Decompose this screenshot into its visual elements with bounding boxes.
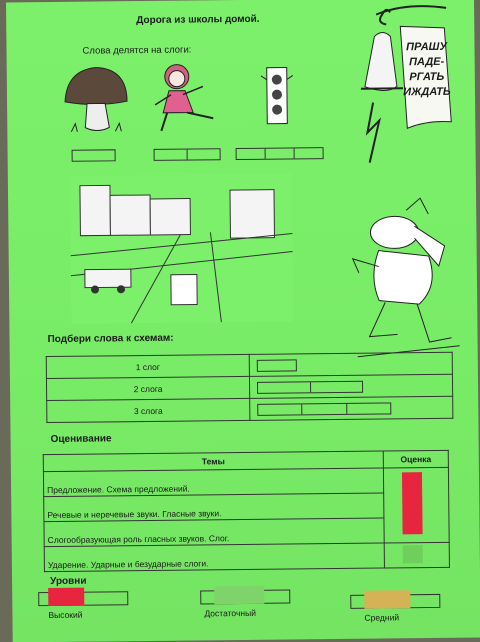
scheme-answer-cell[interactable] <box>250 396 453 420</box>
traffic-light-picture <box>261 63 296 133</box>
grade-green-bar <box>403 545 423 563</box>
worksheet <box>6 0 480 642</box>
mushroom-picture <box>61 61 132 138</box>
level-label: Средний <box>364 612 400 623</box>
scheme-answer-cell[interactable] <box>249 374 452 398</box>
syllable-scheme-mushroom <box>72 149 116 161</box>
level-swatch <box>48 588 84 606</box>
sign-line: ИЖДАТЬ <box>403 85 451 99</box>
level-label: Достаточный <box>204 607 256 619</box>
syllable-boxes <box>257 359 297 371</box>
level-high <box>38 591 128 620</box>
scheme-label: 2 слога <box>46 376 249 400</box>
syllable-scheme-girl <box>154 148 221 161</box>
level-swatch <box>364 590 410 608</box>
level-label: Высокий <box>48 609 83 621</box>
street-scene-picture <box>70 173 294 323</box>
topic-cell: Ударение. Ударные и безударные слоги. <box>44 543 384 572</box>
page-title: Дорога из школы домой. <box>136 13 260 27</box>
topic-cell: Речевые и неречевые звуки. Гласные звуки. <box>44 493 384 522</box>
girl-picture <box>153 60 224 137</box>
grade-header: Оценка <box>383 450 448 468</box>
sign-text <box>402 40 451 100</box>
scheme-label: 3 слога <box>47 398 250 422</box>
table-row <box>47 396 453 422</box>
syllables-subtitle: Слова делятся на слоги: <box>82 44 192 57</box>
topic-cell: Слогообразующая роль гласных звуков. Слог. <box>44 518 384 547</box>
donkey-picture <box>348 196 474 361</box>
sign-line: ПАДЕ- <box>408 55 445 69</box>
table-row <box>44 542 449 571</box>
syllable-boxes <box>257 380 363 393</box>
topic-cell: Предложение. Схема предложений. <box>43 468 383 497</box>
sign-line: РГАТЬ <box>409 70 445 84</box>
scheme-label: 1 слог <box>46 354 249 378</box>
syllable-boxes <box>257 402 391 415</box>
topics-header: Темы <box>43 451 383 472</box>
level-medium <box>350 594 440 623</box>
level-swatch <box>214 586 264 605</box>
evaluation-table <box>43 450 450 572</box>
level-sufficient <box>200 590 290 619</box>
grade-red-bar <box>402 472 423 534</box>
evaluation-heading: Оценивание <box>50 433 112 446</box>
grade-cell <box>383 467 449 543</box>
grade-cell <box>384 542 449 568</box>
levels-heading: Уровни <box>50 575 87 588</box>
table-row <box>43 467 448 496</box>
syllable-scheme-traffic-light <box>236 147 324 160</box>
scheme-table <box>46 352 454 423</box>
sign-line: ПРАШУ <box>406 40 447 54</box>
scheme-answer-cell[interactable] <box>249 352 452 376</box>
scheme-heading: Подбери слова к схемам: <box>47 332 174 346</box>
